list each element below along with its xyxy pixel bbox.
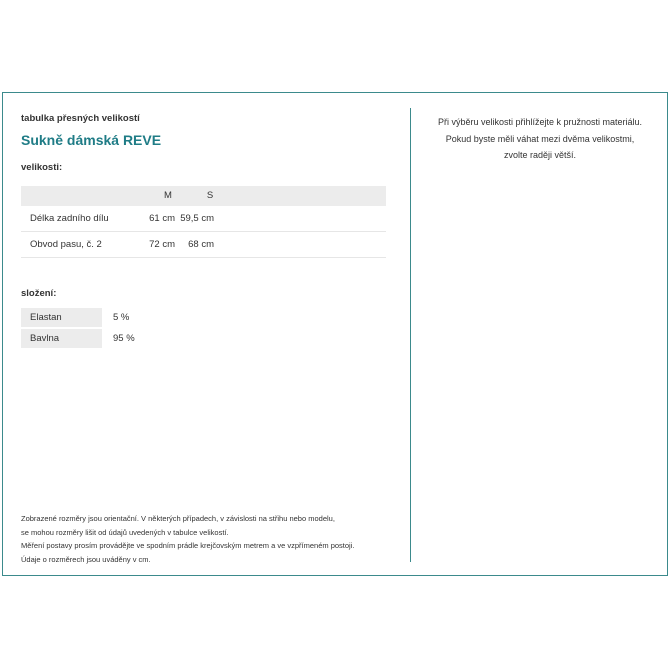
product-title: Sukně dámská REVE xyxy=(21,132,162,148)
size-advice xyxy=(418,114,662,164)
composition-row xyxy=(21,308,151,327)
size-table-header xyxy=(21,186,386,206)
advice-line: Při výběru velikosti přihlížejte k pružnosti materiálu. xyxy=(437,117,643,127)
cell-m: 61 cm xyxy=(149,213,175,224)
chart-subtitle: tabulka přesných velikostí xyxy=(21,113,140,124)
note-line: Údaje o rozměrech jsou uváděny v cm. xyxy=(21,554,151,564)
note-line: Zobrazené rozměry jsou orientační. V některých případech, v závislosti na střihu nebo modelu, xyxy=(21,514,335,523)
measurement-notes xyxy=(21,512,401,566)
cell-m: 72 cm xyxy=(149,239,175,250)
material-name: Elastan xyxy=(21,308,102,327)
row-label: Délka zadního dílu xyxy=(30,213,109,224)
sizes-section-label: velikosti: xyxy=(21,162,63,173)
column-divider xyxy=(410,108,411,562)
column-header-s: S xyxy=(206,190,214,201)
material-name: Bavlna xyxy=(21,329,102,348)
composition-row xyxy=(21,329,151,348)
row-label: Obvod pasu, č. 2 xyxy=(30,239,102,250)
note-line: se mohou rozměry lišit od údajů uvedených v tabulce velikostí. xyxy=(21,527,229,537)
cell-s: 68 cm xyxy=(188,239,214,250)
column-header-m: M xyxy=(164,190,172,201)
material-percent: 5 % xyxy=(113,312,130,323)
advice-line: zvolte raději větší. xyxy=(503,150,577,160)
note-line: Měření postavy prosím provádějte ve spodním prádle krejčovským metrem a ve vzpřímeném postoji. xyxy=(21,541,355,550)
composition-section-label: složení: xyxy=(21,288,57,299)
composition-table xyxy=(21,308,151,350)
size-chart-panel xyxy=(21,112,387,344)
table-row xyxy=(21,206,386,232)
material-percent: 95 % xyxy=(113,333,135,344)
advice-line: Pokud byste měli váhat mezi dvěma velikostmi, xyxy=(445,133,635,144)
table-row xyxy=(21,232,386,258)
cell-s: 59,5 cm xyxy=(180,213,214,224)
size-table xyxy=(21,186,386,258)
